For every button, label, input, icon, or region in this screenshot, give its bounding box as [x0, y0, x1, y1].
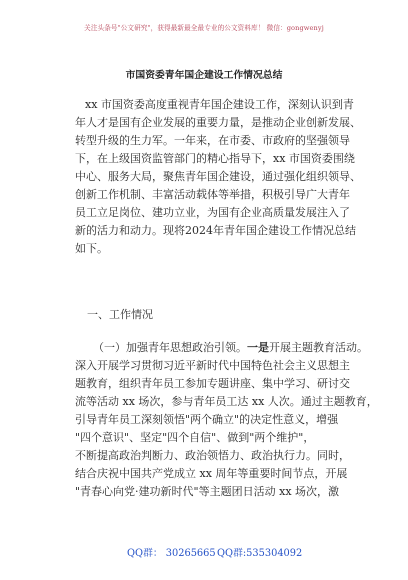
text-line: 下，在上级国资监管部门的精心指导下，xx 市国资委围绕: [75, 152, 355, 165]
text-line: xx 市国资委高度重视青年国企建设工作，深刻认识到青: [85, 98, 354, 111]
section-heading: 一、工作情况: [87, 308, 153, 321]
text-line: 流等活动 xx 场次，参与青年员工达 xx 人次。通过主题教育，: [75, 395, 378, 408]
intro-paragraph: [75, 96, 361, 258]
text-line: 年人才是国有企业发展的重要力量，是推动企业创新发展、: [75, 116, 361, 129]
paragraph-lead: [93, 339, 378, 357]
qq-group-1: QQ群： 30265665: [127, 548, 216, 559]
lead-rest: 开展主题教育活动。: [269, 341, 368, 354]
text-line: 引导青年员工深刻领悟"两个确立"的决定性意义，增强: [75, 413, 339, 426]
qq-group-2: QQ群:535304092: [217, 548, 303, 559]
text-line: "四个意识"、坚定"四个自信"、做到"两个维护"，: [75, 431, 315, 444]
text-line: 新的活力和动力。现将2024年青年国企建设工作情况总结: [75, 224, 356, 237]
header-note: 关注头条号"公文研究"，获得最新最全最专业的公文资料库！ 微信：gongwenyj: [84, 24, 324, 32]
lead-heading: （一）加强青年思想政治引领。: [93, 341, 247, 354]
work-situation-paragraph: [75, 339, 378, 501]
text-line: 不断提高政治判断力、政治领悟力、政治执行力。同时，: [75, 449, 350, 462]
lead-bold: 一是: [247, 341, 269, 354]
text-line: 深入开展学习贯彻习近平新时代中国特色社会主义思想主: [75, 359, 350, 372]
text-line: 如下。: [75, 242, 108, 255]
text-line: 员工立足岗位、建功立业，为国有企业高质量发展注入了: [75, 206, 350, 219]
text-line: 题教育，组织青年员工参加专题讲座、集中学习、研讨交: [75, 377, 350, 390]
text-line: 中心、服务大局，聚焦青年国企建设，通过强化组织领导、: [75, 170, 361, 183]
text-line: 创新工作机制、丰富活动载体等举措，积极引导广大青年: [75, 188, 350, 201]
text-line: "青春心向党·建功新时代"等主题团日活动 xx 场次，激: [75, 485, 340, 498]
text-line: 转型升级的生力军。一年来，在市委、市政府的坚强领导: [75, 134, 350, 147]
text-line: 结合庆祝中国共产党成立 xx 周年等重要时间节点，开展: [75, 467, 348, 480]
document-title: 市国资委青年国企建设工作情况总结: [125, 70, 283, 81]
